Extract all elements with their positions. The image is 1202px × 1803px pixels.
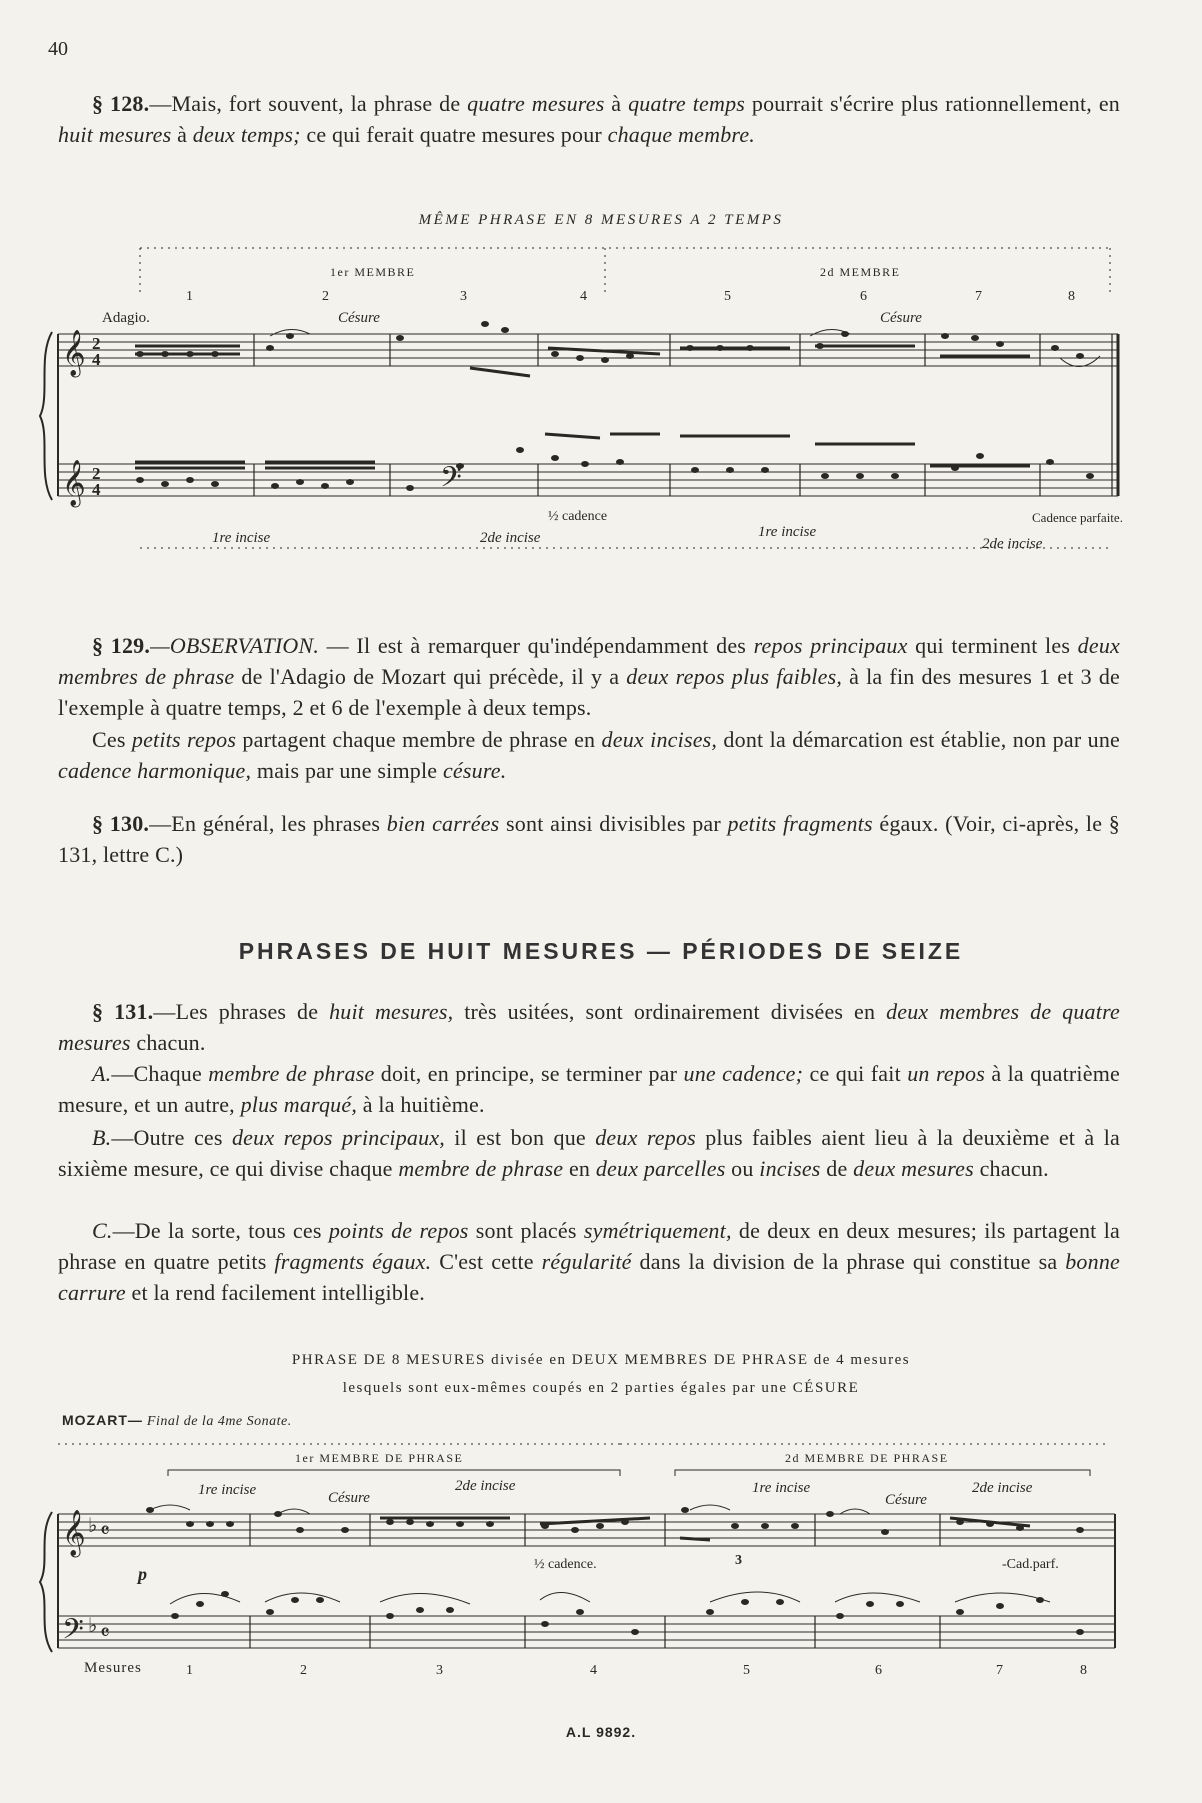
text: plus faibles aient lieu à la deuxième et à la sixième mesure, ce qui divise chaque bbox=[58, 1125, 1120, 1181]
incise-label: 2de incise bbox=[480, 530, 541, 546]
bass-staff bbox=[58, 1616, 1115, 1648]
time-signature: 2 bbox=[92, 464, 101, 483]
emphasis: repos principaux bbox=[753, 633, 908, 658]
member-label: 1er MEMBRE bbox=[330, 265, 416, 279]
emphasis: membre de phrase bbox=[208, 1061, 375, 1086]
member-label: 1er MEMBRE DE PHRASE bbox=[295, 1451, 464, 1465]
text: en bbox=[563, 1156, 596, 1181]
text: dans la division de la phrase qui constitue sa bbox=[631, 1249, 1066, 1274]
work-title: Final de la 4me Sonate. bbox=[142, 1414, 292, 1429]
text: —Mais, fort souvent, la phrase de bbox=[149, 91, 468, 116]
treble-clef-icon: 𝄞 bbox=[62, 1510, 86, 1555]
text: à la huitième. bbox=[357, 1092, 485, 1117]
emphasis: bonne carrure bbox=[58, 1249, 1120, 1305]
emphasis: deux incises, bbox=[601, 727, 718, 752]
time-signature: 4 bbox=[92, 350, 101, 369]
barlines bbox=[58, 1514, 1115, 1648]
text: partagent chaque membre de phrase en bbox=[236, 727, 602, 752]
time-signature: 4 bbox=[92, 480, 101, 499]
text: et la rend facilement intelligible. bbox=[125, 1280, 426, 1305]
music-example-2 bbox=[0, 1434, 1202, 1684]
bass-clef-icon: 𝄢 bbox=[62, 1615, 84, 1652]
measure-number: 8 bbox=[1080, 1663, 1087, 1678]
text: à bbox=[604, 91, 629, 116]
text: ce qui fait bbox=[803, 1061, 908, 1086]
footer-plate-number: A.L 9892. bbox=[565, 1724, 637, 1740]
cadence-label: Cadence parfaite. bbox=[1032, 510, 1123, 525]
emphasis: quatre mesures bbox=[467, 91, 605, 116]
emphasis: points de repos bbox=[328, 1218, 469, 1243]
half-cadence-label: ½ cadence bbox=[548, 509, 608, 524]
treble-clef-icon: 𝄞 bbox=[62, 460, 86, 505]
incise-label: 1re incise bbox=[212, 530, 271, 546]
emphasis: huit mesures bbox=[58, 122, 172, 147]
incise-label: 2de incise bbox=[455, 1478, 516, 1494]
measure-numbers bbox=[186, 1663, 1087, 1678]
text: il est bon que bbox=[445, 1125, 596, 1150]
text: —De la sorte, tous ces bbox=[112, 1218, 329, 1243]
emphasis: petits repos bbox=[131, 727, 237, 752]
text: sont ainsi divisibles par bbox=[499, 811, 728, 836]
measure-number: 2 bbox=[322, 289, 329, 304]
measure-numbers bbox=[186, 289, 1075, 304]
example2-caption-1: PHRASE DE 8 MESURES divisée en DEUX MEMBRES DE PHRASE de 4 mesures bbox=[291, 1352, 911, 1368]
incise-label: 1re incise bbox=[198, 1482, 257, 1498]
time-signature: 2 bbox=[92, 334, 101, 353]
emphasis: petits fragments bbox=[727, 811, 873, 836]
emphasis: fragments égaux. bbox=[274, 1249, 432, 1274]
measures-label: Mesures bbox=[84, 1660, 142, 1676]
cesure-label: Césure bbox=[885, 1492, 927, 1508]
emphasis: deux parcelles bbox=[595, 1156, 726, 1181]
text: de deux en deux mesures; ils partagent la phrase en quatre petits bbox=[58, 1218, 1120, 1274]
paragraph-131 bbox=[58, 996, 1120, 1058]
emphasis: deux temps; bbox=[192, 122, 301, 147]
text: —Chaque bbox=[111, 1061, 209, 1086]
bass-clef-icon: 𝄢 bbox=[440, 463, 462, 500]
emphasis: bien carrées bbox=[386, 811, 500, 836]
paragraph-131-C bbox=[58, 1215, 1120, 1308]
emphasis: huit mesures, bbox=[329, 999, 454, 1024]
letter-label: B. bbox=[92, 1125, 112, 1150]
cadence-label: -Cad.parf. bbox=[1002, 1557, 1059, 1572]
music-example-1 bbox=[0, 236, 1202, 566]
text: ce qui ferait quatre mesures pour bbox=[300, 122, 608, 147]
text: pourrait s'écrire plus rationnellement, en bbox=[745, 91, 1120, 116]
section-number: § 128. bbox=[92, 91, 150, 116]
text: égaux. (Voir, ci-après, le § 131, lettre C.) bbox=[58, 811, 1121, 867]
emphasis: —OBSERVATION. bbox=[150, 633, 320, 658]
text: —Outre ces bbox=[111, 1125, 232, 1150]
paragraph-131-B bbox=[58, 1122, 1120, 1184]
letter-label: A. bbox=[92, 1061, 112, 1086]
text: mais par une simple bbox=[251, 758, 443, 783]
member-label: 2d MEMBRE bbox=[820, 265, 901, 279]
text: —En général, les phrases bbox=[149, 811, 387, 836]
measure-number: 1 bbox=[186, 1663, 193, 1678]
emphasis: régularité bbox=[541, 1249, 632, 1274]
cesure-label: Césure bbox=[880, 310, 922, 326]
flat-icon: ♭ bbox=[88, 1615, 98, 1637]
paragraph-128 bbox=[58, 88, 1120, 150]
measure-number: 6 bbox=[860, 289, 867, 304]
incise-label: 2de incise bbox=[982, 536, 1043, 552]
paragraph-130 bbox=[58, 808, 1120, 870]
measure-number: 6 bbox=[875, 1663, 882, 1678]
text: sont placés bbox=[468, 1218, 584, 1243]
paragraph-131-A bbox=[58, 1058, 1120, 1120]
section-number: § 130. bbox=[92, 811, 150, 836]
half-cadence-label: ½ cadence. bbox=[534, 1557, 597, 1572]
text: Ces bbox=[92, 727, 132, 752]
measure-number: 5 bbox=[743, 1663, 750, 1678]
emphasis: chaque membre. bbox=[607, 122, 756, 147]
text: —Les phrases de bbox=[153, 999, 330, 1024]
tempo-marking: Adagio. bbox=[102, 310, 150, 326]
measure-number: 3 bbox=[460, 289, 467, 304]
page-number: 40 bbox=[48, 38, 68, 60]
text: qui terminent les bbox=[907, 633, 1078, 658]
common-time-icon: 𝄴 bbox=[100, 1620, 110, 1645]
text: chacun. bbox=[130, 1030, 206, 1055]
emphasis: un repos bbox=[907, 1061, 986, 1086]
text: chacun. bbox=[973, 1156, 1049, 1181]
measure-number: 7 bbox=[975, 289, 982, 304]
bass-notes bbox=[171, 1591, 1084, 1635]
emphasis: deux repos plus faibles, bbox=[626, 664, 843, 689]
treble-clef-icon: 𝄞 bbox=[62, 330, 86, 375]
emphasis: deux membres de phrase bbox=[58, 633, 1121, 689]
section-number: § 129. bbox=[92, 633, 151, 658]
emphasis: deux repos principaux, bbox=[231, 1125, 445, 1150]
emphasis: plus marqué, bbox=[240, 1092, 358, 1117]
text: très usitées, sont ordinairement divisées en bbox=[453, 999, 887, 1024]
measure-number: 1 bbox=[186, 289, 193, 304]
measure-number: 4 bbox=[580, 289, 587, 304]
dynamic-marking: p bbox=[138, 1564, 147, 1584]
measure-number: 2 bbox=[300, 1663, 307, 1678]
emphasis: deux mesures bbox=[853, 1156, 974, 1181]
emphasis: incises bbox=[759, 1156, 821, 1181]
text: — Il est à remarquer qu'indépendamment des bbox=[319, 633, 754, 658]
incise-label: 1re incise bbox=[752, 1480, 811, 1496]
text: dont la démarcation est établie, non par une bbox=[717, 727, 1120, 752]
member-label: 2d MEMBRE DE PHRASE bbox=[785, 1451, 949, 1465]
text: de l'Adagio de Mozart qui précède, il y a bbox=[234, 664, 627, 689]
paragraph-129 bbox=[58, 630, 1120, 723]
emphasis: quatre temps bbox=[628, 91, 746, 116]
emphasis: deux membres de quatre mesures bbox=[58, 999, 1120, 1055]
incise-label: 2de incise bbox=[972, 1480, 1033, 1496]
cesure-label: Césure bbox=[328, 1490, 370, 1506]
text: à bbox=[171, 122, 193, 147]
measure-number: 7 bbox=[996, 1663, 1003, 1678]
emphasis: une cadence; bbox=[683, 1061, 804, 1086]
composer-credit bbox=[62, 1412, 292, 1430]
emphasis: deux repos bbox=[595, 1125, 696, 1150]
measure-number: 3 bbox=[436, 1663, 443, 1678]
paragraph-129-b bbox=[58, 724, 1120, 786]
incise-label: 1re incise bbox=[758, 524, 817, 540]
text: doit, en principe, se terminer par bbox=[374, 1061, 684, 1086]
composer: MOZART— bbox=[62, 1412, 143, 1428]
emphasis: symétriquement, bbox=[583, 1218, 732, 1243]
cesure-label: Césure bbox=[338, 310, 380, 326]
flat-icon: ♭ bbox=[88, 1515, 98, 1537]
section-heading: PHRASES DE HUIT MESURES — PÉRIODES DE SEIZE bbox=[238, 938, 964, 964]
letter-label: C. bbox=[92, 1218, 113, 1243]
text: de bbox=[820, 1156, 854, 1181]
measure-number: 4 bbox=[590, 1663, 597, 1678]
section-number: § 131. bbox=[92, 999, 154, 1024]
text: ou bbox=[725, 1156, 760, 1181]
emphasis: césure. bbox=[442, 758, 507, 783]
emphasis: membre de phrase bbox=[398, 1156, 564, 1181]
text: C'est cette bbox=[431, 1249, 542, 1274]
text: à la quatrième mesure, et un autre, bbox=[58, 1061, 1120, 1117]
measure-number: 5 bbox=[724, 289, 731, 304]
text: à la fin des mesures 1 et 3 de l'exemple à quatre temps, 2 et 6 de l'exemple à deux temps. bbox=[58, 664, 1120, 720]
triplet-marking: 3 bbox=[735, 1553, 742, 1568]
emphasis: cadence harmonique, bbox=[58, 758, 252, 783]
measure-number: 8 bbox=[1068, 289, 1075, 304]
common-time-icon: 𝄴 bbox=[100, 1518, 110, 1543]
example1-caption: MÊME PHRASE EN 8 MESURES A 2 TEMPS bbox=[418, 212, 784, 228]
example2-caption-2: lesquels sont eux-mêmes coupés en 2 parties égales par une CÉSURE bbox=[342, 1380, 860, 1396]
